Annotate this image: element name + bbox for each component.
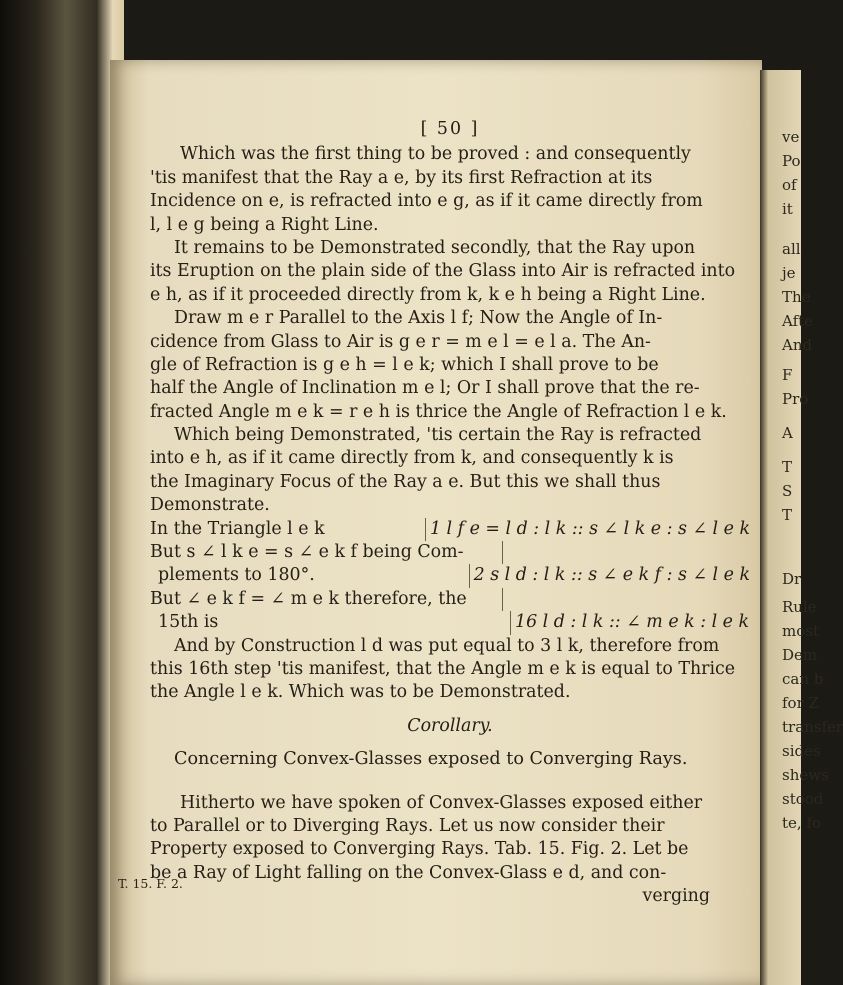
page-number: [ 50 ] (420, 119, 480, 139)
text-line: Which being Demonstrated, 'tis certain the Ray is refracted (174, 425, 702, 446)
adjacent-fragment: And (782, 336, 813, 354)
adjacent-fragment: all (782, 240, 801, 258)
adjacent-fragment: te, fo (782, 814, 822, 832)
marginal-note: T. 15. F. 2. (118, 876, 183, 891)
adjacent-fragment: je (782, 264, 796, 282)
adjacent-fragment: F (782, 366, 793, 384)
demonstration-right: 2 s l d : l k :: s ∠ e k f : s ∠ l e k (469, 564, 750, 587)
adjacent-fragment: Dem (782, 646, 818, 664)
adjacent-fragment: Po (782, 152, 801, 170)
adjacent-fragment: S (782, 482, 793, 500)
demonstration-row (150, 588, 750, 611)
text-line: half the Angle of Inclination m e l; Or I shall prove that the re- (150, 378, 700, 399)
page-text (150, 118, 750, 909)
demonstration-left: But s ∠ l k e = s ∠ e k f being Com- (150, 542, 464, 563)
text-line: It remains to be Demonstrated secondly, that the Ray upon (174, 237, 696, 258)
text-line: 'tis manifest that the Ray a e, by its first Refraction at its (150, 167, 653, 188)
text-line: into e h, as if it came directly from k, and consequently k is (150, 448, 674, 469)
demonstration-left: 15th is (158, 612, 219, 633)
demonstration-right (502, 588, 507, 611)
section-heading: Concerning Convex-Glasses exposed to Converging Rays. (174, 749, 688, 770)
text-line: the Angle l e k. Which was to be Demonstrated. (150, 682, 571, 703)
text-line: l, l e g being a Right Line. (150, 214, 379, 235)
demonstration-right (502, 541, 507, 564)
adjacent-fragment: stood (782, 790, 824, 808)
text-line: cidence from Glass to Air is g e r = m e l = e l a. The An- (150, 331, 651, 352)
adjacent-fragment: A (782, 424, 793, 442)
adjacent-fragment: can b (782, 670, 824, 688)
adjacent-fragment: Dr (782, 570, 802, 588)
demonstration-row (150, 541, 750, 564)
text-line: its Eruption on the plain side of the Glass into Air is refracted into (150, 261, 736, 282)
text-line: be a Ray of Light falling on the Convex-Glass e d, and con- (150, 862, 667, 883)
adjacent-fragment: most (782, 622, 819, 640)
demonstration-left: In the Triangle l e k (150, 518, 325, 539)
text-line: Hitherto we have spoken of Convex-Glasses exposed either (180, 792, 703, 813)
text-line: the Imaginary Focus of the Ray a e. But this we shall thus (150, 471, 661, 492)
text-line: Which was the first thing to be proved : and consequently (180, 144, 691, 165)
demonstration-row (150, 564, 750, 587)
text-line: this 16th step 'tis manifest, that the Angle m e k is equal to Thrice (150, 658, 736, 679)
adjacent-fragment: for Z (782, 694, 819, 712)
demonstration-right: 16 l d : l k :: ∠ m e k : l e k (510, 611, 749, 634)
text-line: Property exposed to Converging Rays. Tab. 15. Fig. 2. Let be (150, 839, 689, 860)
demonstration-right: 1 l f e = l d : l k :: s ∠ l k e : s ∠ l e k (425, 518, 750, 541)
adjacent-fragment: Afte (782, 312, 814, 330)
adjacent-fragment: of (782, 176, 797, 194)
text-line: Incidence on e, is refracted into e g, as if it came directly from (150, 191, 703, 212)
text-line: to Parallel or to Diverging Rays. Let us now consider their (150, 815, 665, 836)
demonstration-row (150, 518, 750, 541)
adjacent-fragment: shews (782, 766, 829, 784)
adjacent-fragment: sides (782, 742, 821, 760)
text-line: fracted Angle m e k = r e h is thrice the Angle of Refraction l e k. (150, 401, 727, 422)
text-line: e h, as if it proceeded directly from k, k e h being a Right Line. (150, 284, 706, 305)
demonstration-left: plements to 180°. (158, 565, 315, 586)
demonstration-left: But ∠ e k f = ∠ m e k therefore, the (150, 588, 467, 609)
text-line: And by Construction l d was put equal to 3 l k, therefore from (174, 635, 720, 656)
adjacent-page (760, 70, 843, 985)
adjacent-fragment: Pro (782, 390, 809, 408)
adjacent-fragment: transfer (782, 718, 843, 736)
catchword: verging (642, 886, 710, 907)
adjacent-fragment: ve (782, 128, 800, 146)
adjacent-fragment: Rule (782, 598, 817, 616)
text-line: gle of Refraction is g e h = l e k; which I shall prove to be (150, 354, 659, 375)
adjacent-fragment: T (782, 506, 793, 524)
text-line: Draw m e r Parallel to the Axis l f; Now the Angle of In- (174, 308, 663, 329)
adjacent-fragment: The (782, 288, 811, 306)
adjacent-fragment: T (782, 458, 793, 476)
adjacent-fragment: it (782, 200, 793, 218)
corollary-title: Corollary. (407, 715, 493, 736)
demonstration-row (150, 611, 750, 634)
text-line: Demonstrate. (150, 495, 270, 516)
